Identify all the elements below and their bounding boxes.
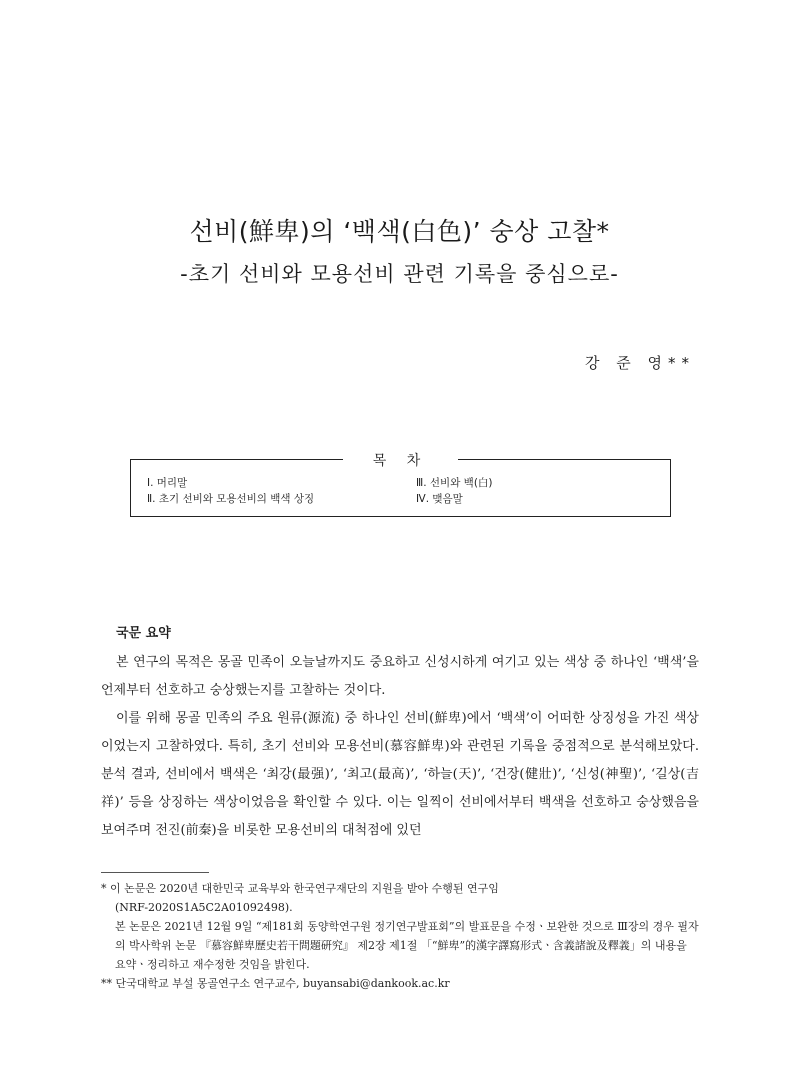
toc-heading-wrap bbox=[131, 450, 670, 470]
abstract-paragraph-1: 본 연구의 목적은 몽골 민족이 오늘날까지도 중요하고 신성시하게 여기고 있는 색상 중 하나인 ‘백색’을 언제부터 선호하고 숭상했는지를 고찰하는 것이다. bbox=[101, 655, 699, 698]
paper-subtitle: -초기 선비와 모용선비 관련 기록을 중심으로- bbox=[180, 262, 619, 286]
footnote-2: ** 단국대학교 부설 몽골연구소 연구교수, buyansabi@dankook.ac.kr bbox=[101, 977, 450, 990]
abstract-body bbox=[101, 649, 699, 845]
toc-heading: 목 차 bbox=[343, 453, 459, 469]
footnotes bbox=[101, 879, 699, 993]
footnote-1-wrap bbox=[101, 898, 699, 974]
toc-item-4[interactable]: Ⅳ. 맺음말 bbox=[416, 493, 463, 505]
toc-item-3[interactable]: Ⅲ. 선비와 백(白) bbox=[416, 477, 493, 489]
toc-item-1[interactable]: Ⅰ. 머리말 bbox=[147, 477, 188, 489]
footnote-divider bbox=[101, 872, 209, 873]
table-of-contents bbox=[130, 453, 671, 517]
abstract-paragraph-2: 이를 위해 몽골 민족의 주요 원류(源流) 중 하나인 선비(鮮卑)에서 ‘백색’이 어떠한 상징성을 가진 색상이었는지 고찰하였다. 특히, 초기 선비와 모용선비(慕容鮮卑)와 관련된 기록을 중점적으로 분석해보았다. 분석 결과, 선비에서 백색은 ‘최강(最强)’, ‘최고(最高)’, ‘하늘(天)’, ‘건장(健壯)’, ‘신성(神聖)’, ‘길상(吉祥)’ 등을 상징하는 색상이었음을 확인할 수 있다. 이는 일찍이 선비에서부터 백색을 선호하고 숭상했음을 보여주며 전진(前秦)을 비롯한 모용선비의 대척점에 있던 bbox=[101, 711, 699, 838]
footnote-1-note: 본 논문은 2021년 12월 9일 “제181회 동양학연구원 정기연구발표회”의 발표문을 수정ㆍ보완한 것으로 Ⅲ장의 경우 필자의 박사학위 논문 『慕容鮮卑歷史若干問題硏究』 제2장 제1절 「“鮮卑”的漢字譯寫形式ㆍ含義諸說及釋義」의 내용을 요약ㆍ정리하고 재수정한 것임을 밝힌다. bbox=[115, 920, 699, 971]
abstract-heading: 국문 요약 bbox=[116, 626, 171, 641]
author-name: 강 준 영** bbox=[584, 354, 695, 372]
paper-title: 선비(鮮卑)의 ‘백색(白色)’ 숭상 고찰* bbox=[189, 217, 610, 246]
footnote-1-grant-number: (NRF-2020S1A5C2A01092498). bbox=[115, 901, 293, 914]
toc-item-2[interactable]: Ⅱ. 초기 선비와 모용선비의 백색 상징 bbox=[147, 493, 315, 505]
footnote-1-line-1: * 이 논문은 2020년 대한민국 교육부와 한국연구재단의 지원을 받아 수행된 연구임 bbox=[101, 882, 499, 895]
